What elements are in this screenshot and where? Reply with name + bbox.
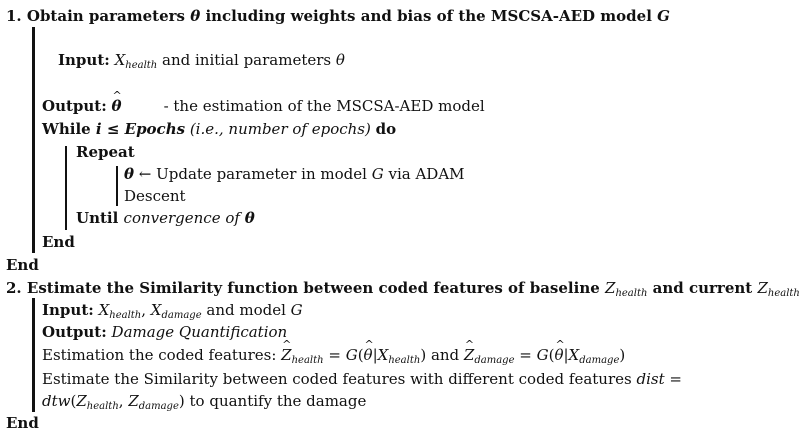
until-line: Until convergence of θ xyxy=(76,209,255,227)
estimation-line: Estimation the coded features: ^ $Z_{health}$ = G(^ $\theta|X_{health}$) and ^ $Z_{damage}$ = G(^ $\theta|X_{damage}$) xyxy=(42,345,625,365)
repeat-line: Repeat xyxy=(76,143,135,161)
while-loop-bar xyxy=(65,146,67,230)
repeat-loop-bar xyxy=(116,166,118,206)
step2-output-line: Output: Damage Quantification xyxy=(42,323,288,341)
end-step1: End xyxy=(6,256,39,274)
step1-heading: 1. Obtain parameters θ including weights and bias of the MSCSA-AED model G xyxy=(6,7,670,25)
descent-line: Descent xyxy=(124,187,186,205)
step2-bar xyxy=(32,298,35,412)
step2-heading: 2. Estimate the Similarity function between coded features of baseline $Z_{health}$ and current $Z_{health}$ xyxy=(6,279,800,299)
step2-input-line: Input: $X_{health}$, $X_{damage}$ and model G xyxy=(42,301,303,321)
update-line: θ ← Update parameter in model G via ADAM xyxy=(124,165,465,183)
similarity-line-1: Estimate the Similarity between coded features with different coded features dist = xyxy=(42,370,682,388)
similarity-line-2: $dtw(Z_{health}$, $Z_{damage}$) to quantify the damage xyxy=(42,392,367,412)
step1-input-line: Input: $X_{health}$ and initial parameters θ xyxy=(58,51,345,71)
step1-output-line: Output: ^ θ - the estimation of the MSCSA-AED model xyxy=(42,96,485,116)
end-inner: End xyxy=(42,233,75,251)
step1-outer-bar xyxy=(32,27,35,253)
end-step2: End xyxy=(6,414,39,432)
while-line: While i ≤ Epochs (i.e., number of epochs) do xyxy=(42,120,397,138)
